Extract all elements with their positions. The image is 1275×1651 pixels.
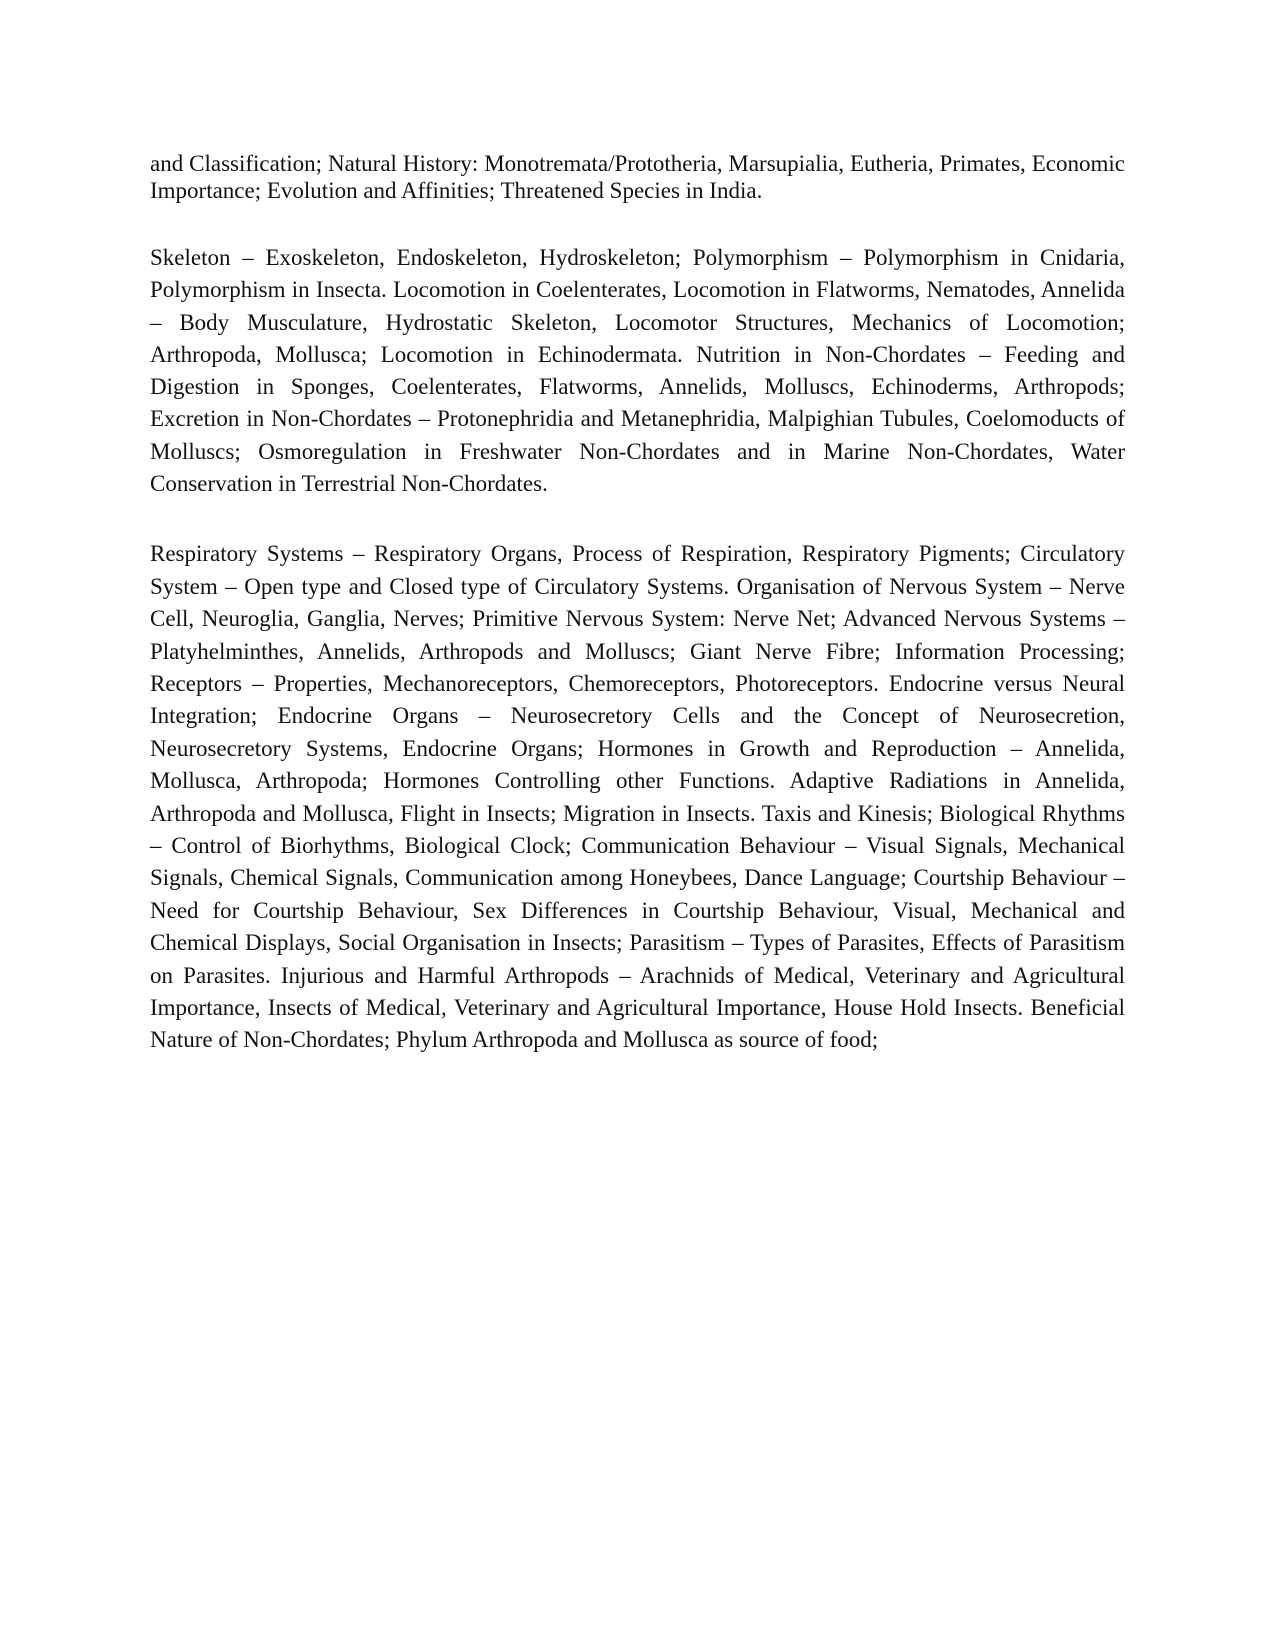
- paragraph-respiratory-systems: Respiratory Systems – Respiratory Organs, Process of Respiration, Respiratory Pigments; Circulatory System – Open type and Closed type of Circulatory Systems. Organisation of Nervous System – Nerve Cell, Neuroglia, Ganglia, Nerves; Primitive Nervous System: Nerve Net; Advanced Nervous Systems – Platyhelminthes, Annelids, Arthropods and Molluscs; Giant Nerve Fibre; Information Processing; Receptors – Properties, Mechanoreceptors, Chemoreceptors, Photoreceptors. Endocrine versus Neural Integration; Endocrine Organs – Neurosecretory Cells and the Concept of Neurosecretion, Neurosecretory Systems, Endocrine Organs; Hormones in Growth and Reproduction – Annelida, Mollusca, Arthropoda; Hormones Controlling other Functions. Adaptive Radiations in Annelida, Arthropoda and Mollusca, Flight in Insects; Migration in Insects. Taxis and Kinesis; Biological Rhythms – Control of Biorhythms, Biological Clock; Communication Behaviour – Visual Signals, Mechanical Signals, Chemical Signals, Communication among Honeybees, Dance Language; Courtship Behaviour – Need for Courtship Behaviour, Sex Differences in Courtship Behaviour, Visual, Mechanical and Chemical Displays, Social Organisation in Insects; Parasitism – Types of Parasites, Effects of Parasitism on Parasites. Injurious and Harmful Arthropods – Arachnids of Medical, Veterinary and Agricultural Importance, Insects of Medical, Veterinary and Agricultural Importance, House Hold Insects. Beneficial Nature of Non-Chordates; Phylum Arthropoda and Mollusca as source of food;: [150, 541, 1125, 1053]
- paragraph-classification: and Classification; Natural History: Monotremata/Prototheria, Marsupialia, Eutheria, Primates, Economic Importance; Evolution and Affinities; Threatened Species in India.: [150, 151, 1125, 203]
- paragraph-skeleton-locomotion: Skeleton – Exoskeleton, Endoskeleton, Hydroskeleton; Polymorphism – Polymorphism in Cnidaria, Polymorphism in Insecta. Locomotion in Coelenterates, Locomotion in Flatworms, Nematodes, Annelida – Body Musculature, Hydrostatic Skeleton, Locomotor Structures, Mechanics of Locomotion; Arthropoda, Mollusca; Locomotion in Echinodermata. Nutrition in Non-Chordates – Feeding and Digestion in Sponges, Coelenterates, Flatworms, Annelids, Molluscs, Echinoderms, Arthropods; Excretion in Non-Chordates – Protonephridia and Metanephridia, Malpighian Tubules, Coelomoducts of Molluscs; Osmoregulation in Freshwater Non-Chordates and in Marine Non-Chordates, Water Conservation in Terrestrial Non-Chordates.: [150, 245, 1125, 497]
- document-body: [150, 150, 1125, 1057]
